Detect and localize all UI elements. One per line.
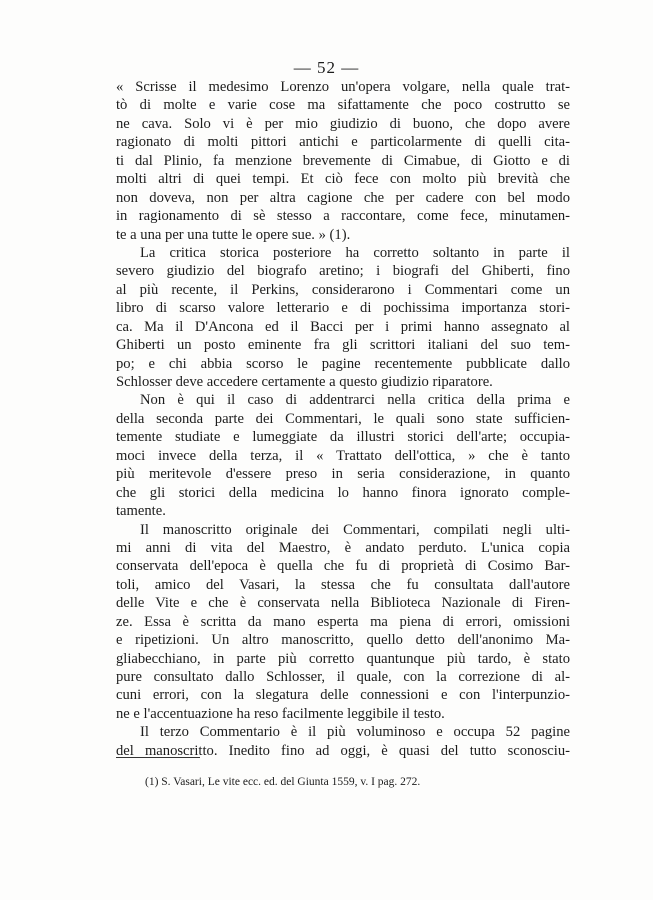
paragraph-commentari xyxy=(116,391,570,520)
text-line: Ghiberti un posto eminente fra gli scrittori italiani del suo tem- xyxy=(116,337,570,354)
text-line: del manoscritto. Inedito fino ad oggi, è quasi del tutto sconosciu- xyxy=(116,742,570,759)
text-line: molti altri di quei tempi. Et ciò fece con molto più brevità che xyxy=(116,171,570,188)
paragraph-critica xyxy=(116,244,570,392)
footnote: (1) S. Vasari, Le vite ecc. ed. del Giunta 1559, v. I pag. 272. xyxy=(145,776,421,788)
text-line: più meritevole d'essere preso in seria considerazione, in quanto xyxy=(116,466,570,483)
text-line: al più recente, il Perkins, considerarono i Commentari come un xyxy=(116,281,570,298)
text-line: temente studiate e lumeggiate da illustri storici dell'arte; occupia- xyxy=(116,429,570,446)
text-line: non doveva, non per altra cagione che per cadere con bel modo xyxy=(116,189,570,206)
text-line: in ragionamento di sè stesso a raccontare, come fece, minutamen- xyxy=(116,208,570,225)
text-line: severo giudizio del biografo aretino; i biografi del Ghiberti, fino xyxy=(116,263,570,280)
text-line: ragionato di molti pittori antichi e particolarmente di quelli cita- xyxy=(116,134,570,151)
text-line: moci invece della terza, il « Trattato dell'ottica, » che è tanto xyxy=(116,447,570,464)
text-line: conservata dell'epoca è quella che fu di proprietà di Cosimo Bar- xyxy=(116,558,570,575)
text-line: pure consultato dallo Schlosser, il quale, con la correzione di al- xyxy=(116,669,570,685)
text-line: « Scrisse il medesimo Lorenzo un'opera volgare, nella quale trat- xyxy=(116,79,570,95)
text-line: cuni errori, con la slegatura delle connessioni e con l'interpunzio- xyxy=(116,687,570,704)
text-line: gliabecchiano, in parte più corretto quantunque più tardo, è stato xyxy=(116,650,570,667)
paragraph-manoscritto xyxy=(116,521,570,724)
footnote-rule xyxy=(116,757,200,758)
text-line: tò di molte e varie cose ma sifattamente che poco costrutto se xyxy=(116,97,570,114)
text-line: Non è qui il caso di addentrarci nella critica della prima e xyxy=(140,392,570,409)
text-line: toli, amico del Vasari, la stessa che fu consultata dall'autore xyxy=(116,576,570,593)
text-line: ca. Ma il D'Ancona ed il Bacci per i primi hanno assegnato al xyxy=(116,318,570,335)
text-line: ze. Essa è scritta da mano esperta ma piena di errori, omissioni xyxy=(116,613,570,630)
body-text xyxy=(116,78,570,760)
text-line: po; e chi abbia scorso le pagine recentemente pubblicate dallo xyxy=(116,355,570,372)
paragraph-terzo-commentario xyxy=(116,723,570,760)
text-line: libro di scarso valore letterario e di pochissima importanza stori- xyxy=(116,300,570,317)
text-line: mi anni di vita del Maestro, è andato perduto. L'unica copia xyxy=(116,539,570,556)
text-line: ne cava. Solo vi è per mio giudizio di buono, che dopo avere xyxy=(116,115,570,132)
text-line: La critica storica posteriore ha corretto soltanto in parte il xyxy=(140,244,570,261)
text-line: ne e l'accentuazione ha reso facilmente leggibile il testo. xyxy=(116,705,445,722)
page-number: — 52 — xyxy=(293,58,360,77)
text-line: Schlosser deve accedere certamente a questo giudizio riparatore. xyxy=(116,374,493,390)
text-line: te a una per una tutte le opere sue. » (1). xyxy=(116,226,351,243)
text-line: della seconda parte dei Commentari, le quali sono state sufficien- xyxy=(116,410,570,427)
text-line: tamente. xyxy=(116,503,166,520)
text-line: ti dal Plinio, fa menzione brevemente di Cimabue, di Giotto e di xyxy=(116,152,570,169)
paragraph-quote xyxy=(116,78,570,244)
text-line: e ripetizioni. Un altro manoscritto, quello detto dell'anonimo Ma- xyxy=(116,632,570,649)
text-line: Il terzo Commentario è il più voluminoso e occupa 52 pagine xyxy=(140,724,570,741)
text-line: Il manoscritto originale dei Commentari, compilati negli ulti- xyxy=(140,521,570,538)
text-line: delle Vite e che è conservata nella Biblioteca Nazionale di Firen- xyxy=(116,595,570,612)
text-line: che gli storici della medicina lo hanno finora ignorato comple- xyxy=(116,484,570,501)
